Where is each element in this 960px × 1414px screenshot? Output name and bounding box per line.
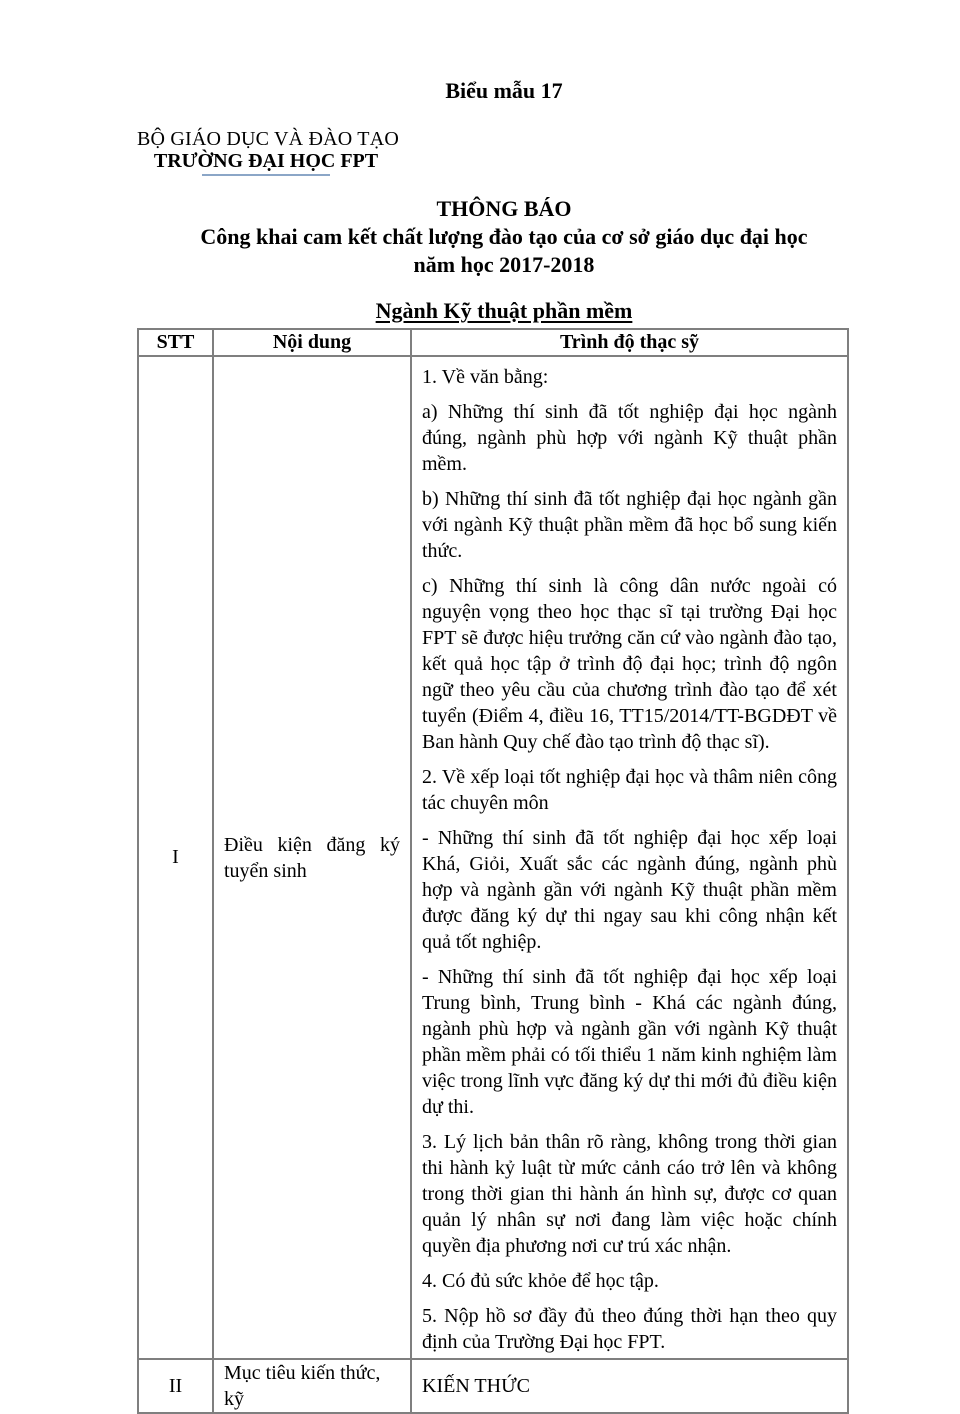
table-row-2	[138, 1359, 848, 1413]
document-content	[137, 76, 871, 1414]
announcement-title: THÔNG BÁO	[436, 196, 572, 221]
paragraph: b) Những thí sinh đã tốt nghiệp đại học ngành gần với ngành Kỹ thuật phần mềm đã học bổ sung kiến thức.	[422, 488, 837, 562]
paragraph: 4. Có đủ sức khỏe để học tập.	[422, 1270, 659, 1292]
row1-topic-cell: Điều kiện đăng ký tuyển sinh	[213, 356, 411, 1359]
university-name: TRƯỜNG ĐẠI HỌC FPT	[153, 150, 379, 172]
paragraph: - Những thí sinh đã tốt nghiệp đại học xếp loại Trung bình, Trung bình - Khá các ngành đúng, ngành phù hợp và ngành gần với ngành Kỹ thuật phần mềm phải có tối thiểu 1 năm kinh nghiệm làm việc trong lĩnh vực đăng ký dự thi mới đủ điều kiện dự thi.	[422, 966, 837, 1118]
column-header-stt: STT	[138, 329, 213, 356]
org-block	[137, 128, 399, 176]
paragraph: 2. Về xếp loại tốt nghiệp đại học và thâm niên công tác chuyên môn	[422, 766, 837, 814]
form-label: Biểu mẫu 17	[445, 78, 563, 103]
row1-stt-cell: I	[138, 356, 213, 1359]
column-header-trinh-do: Trình độ thạc sỹ	[411, 329, 848, 356]
table-row-1	[138, 356, 848, 1359]
section-title	[137, 297, 871, 325]
row2-stt-cell: II	[138, 1359, 213, 1413]
paragraph: c) Những thí sinh là công dân nước ngoài có nguyện vọng theo học thạc sĩ tại trường Đại học FPT sẽ được hiệu trưởng căn cứ vào ngành đào tạo, kết quả học tập ở trình độ đại học; trình độ ngôn ngữ theo yêu cầu của chương trình đào tạo để xét tuyển (Điểm 4, điều 16, TT15/2014/TT-BGDĐT về Ban hành Quy chế đào tạo trình độ thạc sĩ).	[422, 575, 837, 753]
announcement-subtitle-line2: năm học 2017-2018	[413, 252, 595, 277]
paragraph: 1. Về văn bằng:	[422, 366, 549, 388]
paragraph: 3. Lý lịch bản thân rõ ràng, không trong thời gian thi hành kỷ luật từ mức cảnh cáo trở lên và không trong thời gian thi hành án hình sự, được cơ quan quản lý nhân sự nơi đang làm việc hoặc chính quyền địa phương nơi cư trú xác nhận.	[422, 1131, 837, 1257]
paragraph: 5. Nộp hồ sơ đầy đủ theo đúng thời hạn theo quy định của Trường Đại học FPT.	[422, 1305, 837, 1353]
column-header-noi-dung: Nội dung	[213, 329, 411, 356]
row2-topic-cell: Mục tiêu kiến thức, kỹ	[213, 1359, 411, 1413]
table-header-row	[138, 329, 848, 356]
announcement-subtitle-line1: Công khai cam kết chất lượng đào tạo của cơ sở giáo dục đại học	[200, 224, 808, 249]
commitment-table	[137, 328, 849, 1414]
section-title-text: Ngành Kỹ thuật phần mềm	[375, 298, 633, 323]
row2-detail-cell: KIẾN THỨC	[411, 1359, 848, 1413]
ministry-name: BỘ GIÁO DỤC VÀ ĐÀO TẠO	[137, 128, 399, 150]
university-underline-rule	[202, 174, 330, 176]
row1-detail-cell	[411, 356, 848, 1359]
paragraph: - Những thí sinh đã tốt nghiệp đại học xếp loại Khá, Giỏi, Xuất sắc các ngành đúng, ngành phù hợp và ngành gần với ngành Kỹ thuật phần mềm được đăng ký dự thi ngay sau khi công nhận kết quả tốt nghiệp.	[422, 827, 837, 953]
paragraph: a) Những thí sinh đã tốt nghiệp đại học ngành đúng, ngành phù hợp với ngành Kỹ thuật phần mềm.	[422, 401, 837, 475]
